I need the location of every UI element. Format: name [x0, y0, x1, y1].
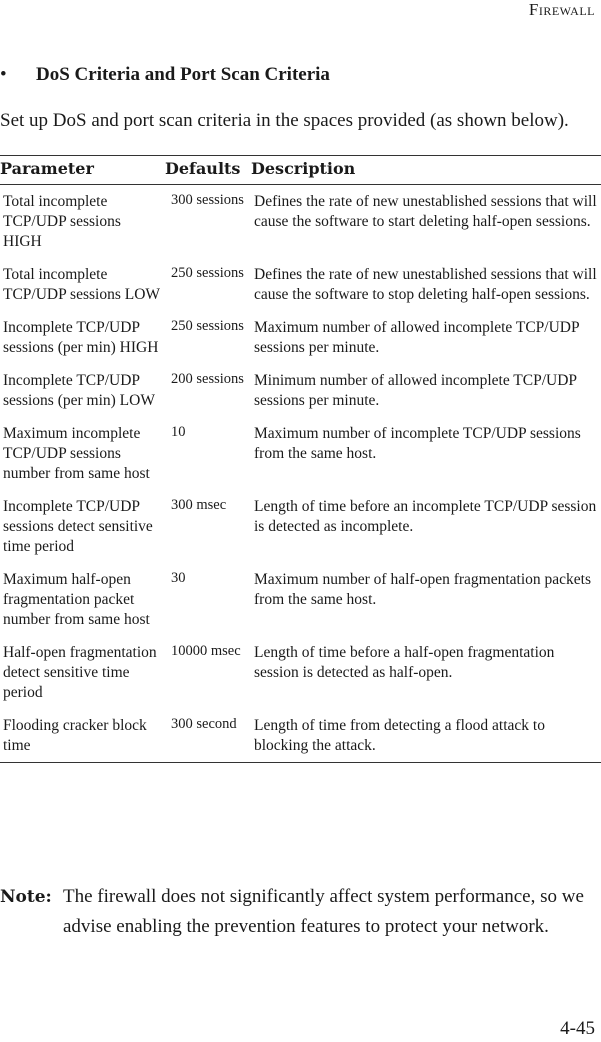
table-row	[0, 563, 601, 636]
description-cell: Maximum number of half-open fragmentation packets from the same host.	[254, 571, 592, 608]
parameter-cell: Total incomplete TCP/UDP sessions HIGH	[3, 193, 121, 250]
column-header-parameter: Parameter	[0, 156, 165, 185]
parameter-cell: Half-open fragmentation detect sensitive time period	[3, 644, 157, 701]
default-cell: 200 sessions	[171, 371, 244, 387]
default-cell: 250 sessions	[171, 265, 244, 281]
bullet-symbol: •	[0, 64, 7, 85]
note-block	[0, 882, 601, 942]
default-cell: 10	[171, 424, 186, 440]
table-row	[0, 490, 601, 563]
description-cell: Defines the rate of new unestablished sessions that will cause the software to start deleting half-open sessions.	[254, 193, 597, 230]
note-text: The firewall does not significantly affect system performance, so we advise enabling the prevention features to protect your network.	[63, 886, 584, 937]
table-row	[0, 709, 601, 763]
parameter-cell: Maximum half-open fragmentation packet number from same host	[3, 571, 150, 628]
table-row	[0, 258, 601, 311]
default-cell: 300 msec	[171, 497, 227, 513]
default-cell: 300 sessions	[171, 192, 244, 208]
description-cell: Length of time from detecting a flood attack to blocking the attack.	[251, 709, 601, 763]
description-cell: Defines the rate of new unestablished sessions that will cause the software to stop deleting half-open sessions.	[254, 266, 597, 303]
column-header-description: Description	[251, 156, 601, 185]
column-header-defaults: Defaults	[165, 156, 251, 185]
parameter-cell: Maximum incomplete TCP/UDP sessions number from same host	[3, 425, 150, 482]
note-label: Note:	[0, 887, 52, 907]
table-row	[0, 364, 601, 417]
description-cell: Maximum number of incomplete TCP/UDP sessions from the same host.	[254, 425, 581, 462]
description-cell: Length of time before a half-open fragmentation session is detected as half-open.	[254, 644, 555, 681]
criteria-table	[0, 155, 601, 763]
table-header-row	[0, 156, 601, 185]
page-number: 4-45	[560, 1018, 595, 1039]
section-title: DoS Criteria and Port Scan Criteria	[36, 64, 330, 85]
table-row	[0, 417, 601, 490]
parameter-cell: Total incomplete TCP/UDP sessions LOW	[3, 266, 161, 303]
parameter-cell: Flooding cracker block time	[0, 709, 165, 763]
parameter-cell: Incomplete TCP/UDP sessions (per min) LOW	[3, 372, 155, 409]
table-row	[0, 636, 601, 709]
running-header: Firewall	[528, 0, 595, 19]
table-row	[0, 185, 601, 259]
description-cell: Length of time before an incomplete TCP/UDP session is detected as incomplete.	[254, 498, 597, 535]
default-cell: 250 sessions	[171, 318, 244, 334]
description-cell: Minimum number of allowed incomplete TCP/UDP sessions per minute.	[254, 372, 577, 409]
default-cell: 300 second	[165, 709, 251, 763]
table-row	[0, 311, 601, 364]
parameter-cell: Incomplete TCP/UDP sessions (per min) HIGH	[3, 319, 159, 356]
default-cell: 30	[171, 570, 186, 586]
description-cell: Maximum number of allowed incomplete TCP/UDP sessions per minute.	[254, 319, 580, 356]
intro-paragraph: Set up DoS and port scan criteria in the spaces provided (as shown below).	[0, 110, 569, 131]
parameter-cell: Incomplete TCP/UDP sessions detect sensitive time period	[3, 498, 153, 555]
default-cell: 10000 msec	[171, 643, 241, 659]
section-bullet	[0, 64, 330, 86]
